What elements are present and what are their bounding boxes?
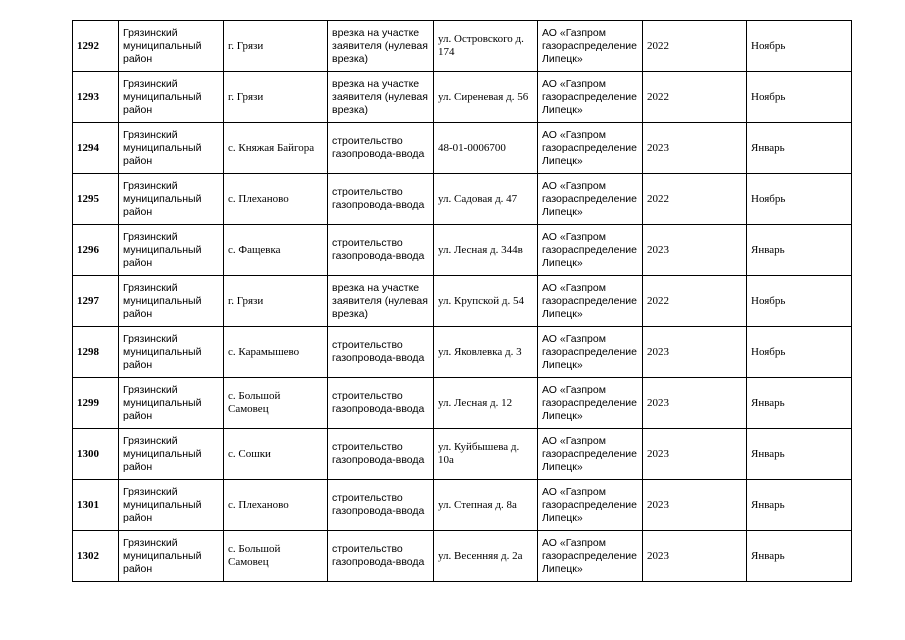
month-cell: Январь [747,480,852,531]
locality-cell: с. Плеханово [224,174,328,225]
month-cell: Январь [747,378,852,429]
year-cell: 2022 [643,276,747,327]
work-type-cell: строительство газопровода-ввода [328,531,434,582]
year-cell: 2023 [643,378,747,429]
row-number-cell: 1298 [73,327,119,378]
district-cell: Грязинский муниципальный район [119,225,224,276]
row-number-cell: 1292 [73,21,119,72]
row-number-cell: 1297 [73,276,119,327]
month-cell: Январь [747,429,852,480]
table-row [73,480,852,531]
month-cell: Январь [747,225,852,276]
year-cell: 2023 [643,429,747,480]
table-body [73,21,852,582]
year-cell: 2023 [643,531,747,582]
locality-cell: с. Большой Самовец [224,378,328,429]
year-cell: 2023 [643,123,747,174]
organization-cell: АО «Газпром газораспределение Липецк» [538,378,643,429]
table-row [73,123,852,174]
year-cell: 2022 [643,72,747,123]
work-type-cell: строительство газопровода-ввода [328,480,434,531]
organization-cell: АО «Газпром газораспределение Липецк» [538,72,643,123]
month-cell: Ноябрь [747,276,852,327]
organization-cell: АО «Газпром газораспределение Липецк» [538,276,643,327]
work-type-cell: строительство газопровода-ввода [328,123,434,174]
year-cell: 2022 [643,21,747,72]
month-cell: Ноябрь [747,21,852,72]
locality-cell: с. Княжая Байгора [224,123,328,174]
address-cell: ул. Яковлевка д. 3 [434,327,538,378]
row-number-cell: 1293 [73,72,119,123]
year-cell: 2023 [643,327,747,378]
district-cell: Грязинский муниципальный район [119,174,224,225]
address-cell: ул. Лесная д. 344в [434,225,538,276]
locality-cell: г. Грязи [224,276,328,327]
district-cell: Грязинский муниципальный район [119,276,224,327]
row-number-cell: 1294 [73,123,119,174]
work-type-cell: строительство газопровода-ввода [328,378,434,429]
row-number-cell: 1299 [73,378,119,429]
district-cell: Грязинский муниципальный район [119,429,224,480]
district-cell: Грязинский муниципальный район [119,480,224,531]
table-row [73,225,852,276]
table-row [73,174,852,225]
district-cell: Грязинский муниципальный район [119,72,224,123]
organization-cell: АО «Газпром газораспределение Липецк» [538,174,643,225]
address-cell: ул. Лесная д. 12 [434,378,538,429]
address-cell: ул. Сиреневая д. 56 [434,72,538,123]
district-cell: Грязинский муниципальный район [119,378,224,429]
locality-cell: с. Большой Самовец [224,531,328,582]
month-cell: Январь [747,531,852,582]
district-cell: Грязинский муниципальный район [119,327,224,378]
month-cell: Ноябрь [747,174,852,225]
month-cell: Январь [747,123,852,174]
address-cell: 48-01-0006700 [434,123,538,174]
table-row [73,378,852,429]
row-number-cell: 1301 [73,480,119,531]
locality-cell: г. Грязи [224,21,328,72]
year-cell: 2023 [643,480,747,531]
district-cell: Грязинский муниципальный район [119,123,224,174]
locality-cell: г. Грязи [224,72,328,123]
organization-cell: АО «Газпром газораспределение Липецк» [538,225,643,276]
year-cell: 2022 [643,174,747,225]
row-number-cell: 1296 [73,225,119,276]
row-number-cell: 1302 [73,531,119,582]
table-row [73,327,852,378]
gas-connection-table [72,20,852,582]
address-cell: ул. Весенняя д. 2а [434,531,538,582]
organization-cell: АО «Газпром газораспределение Липецк» [538,531,643,582]
work-type-cell: строительство газопровода-ввода [328,225,434,276]
work-type-cell: строительство газопровода-ввода [328,174,434,225]
work-type-cell: врезка на участке заявителя (нулевая врезка) [328,72,434,123]
year-cell: 2023 [643,225,747,276]
work-type-cell: врезка на участке заявителя (нулевая врезка) [328,276,434,327]
locality-cell: с. Сошки [224,429,328,480]
work-type-cell: строительство газопровода-ввода [328,327,434,378]
district-cell: Грязинский муниципальный район [119,531,224,582]
organization-cell: АО «Газпром газораспределение Липецк» [538,327,643,378]
address-cell: ул. Крупской д. 54 [434,276,538,327]
organization-cell: АО «Газпром газораспределение Липецк» [538,123,643,174]
address-cell: ул. Куйбышева д. 10а [434,429,538,480]
address-cell: ул. Садовая д. 47 [434,174,538,225]
table-row [73,276,852,327]
address-cell: ул. Островского д. 174 [434,21,538,72]
month-cell: Ноябрь [747,327,852,378]
month-cell: Ноябрь [747,72,852,123]
organization-cell: АО «Газпром газораспределение Липецк» [538,21,643,72]
district-cell: Грязинский муниципальный район [119,21,224,72]
locality-cell: с. Карамышево [224,327,328,378]
table-row [73,429,852,480]
table-row [73,531,852,582]
table-row [73,72,852,123]
work-type-cell: врезка на участке заявителя (нулевая врезка) [328,21,434,72]
organization-cell: АО «Газпром газораспределение Липецк» [538,429,643,480]
table-row [73,21,852,72]
row-number-cell: 1295 [73,174,119,225]
locality-cell: с. Фащевка [224,225,328,276]
work-type-cell: строительство газопровода-ввода [328,429,434,480]
organization-cell: АО «Газпром газораспределение Липецк» [538,480,643,531]
address-cell: ул. Степная д. 8а [434,480,538,531]
locality-cell: с. Плеханово [224,480,328,531]
row-number-cell: 1300 [73,429,119,480]
